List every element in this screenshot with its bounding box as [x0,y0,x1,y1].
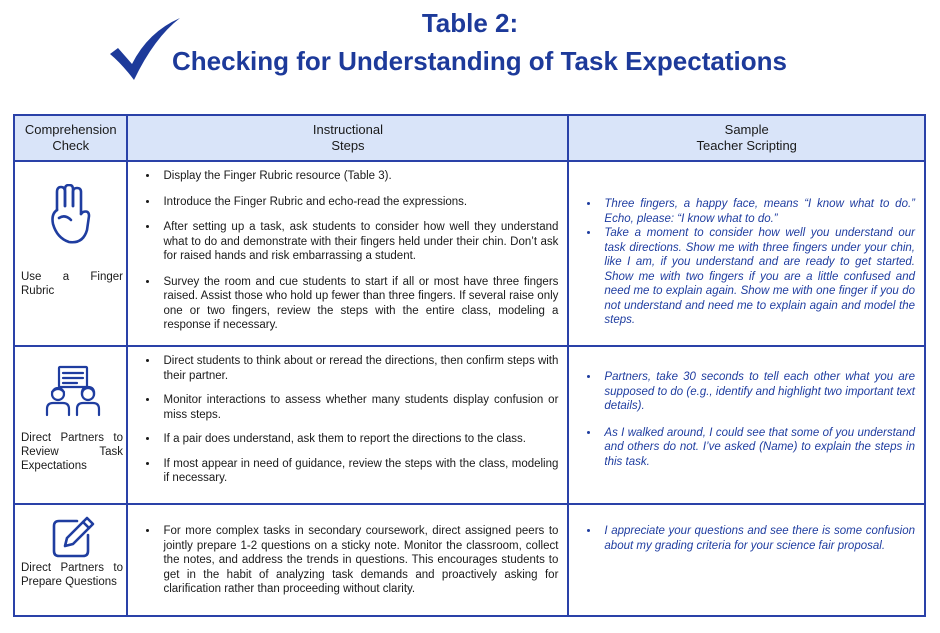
table-row [14,161,925,346]
list-item: • Monitor interactions to assess whether many students display confusion or miss steps. [159,393,558,422]
column-header [14,115,127,161]
script-list [570,348,923,469]
list-item: • Survey the room and cue students to start if all or most have three fingers raised. Assist those who hold up fewer than three fingers. If several raise only one or two fingers, review the steps with the entire class, modeling a response if necessary. [159,275,558,333]
steps-cell [127,346,568,504]
list-item: • Three fingers, a happy face, means “I know what to do.” Echo, please: “I know what to do.” [600,197,915,226]
list-item: • Introduce the Finger Rubric and echo-read the expressions. [159,195,558,210]
row-label: Use a Finger Rubric [21,271,123,297]
partners-reviewing-icon [45,365,101,417]
edit-pencil-icon [51,515,97,559]
steps-cell [127,504,568,616]
title-line-2: Checking for Understanding of Task Expectations [172,46,787,76]
list-item: • Take a moment to consider how well you understand our task directions. Show me with three fingers under your chin, like I am, if you understand and are ready to get started. Show me with two fingers if you are a little confused and need me to explain again. Show me with one finger if you do not understand and need me to explain again and model the steps. [600,226,915,328]
expectations-table [13,114,926,617]
list-item: • If a pair does understand, ask them to report the directions to the class. [159,432,558,447]
row-label-cell [14,161,127,346]
script-list [570,163,923,328]
steps-list [129,506,566,597]
column-header-text: Comprehension Check [24,122,117,153]
list-item: • If most appear in need of guidance, review the steps with the class, modeling if necessary. [159,457,558,486]
row-label: Direct Partners to Review Task Expectations [21,432,123,472]
script-cell [568,504,925,616]
table-row [14,504,925,616]
list-item: • Display the Finger Rubric resource (Table 3). [159,169,558,184]
list-item: • As I walked around, I could see that some of you understand and others do not. I’ve asked (Name) to explain the steps in this task. [600,426,915,470]
three-fingers-hand-icon [49,184,93,246]
steps-list [129,163,566,333]
column-header [127,115,568,161]
title-block [0,4,940,94]
title-line-1: Table 2: [421,8,519,38]
list-item: • After setting up a task, ask students to consider how well they understand what to do and demonstrate with their fingers held under their chin. Don’t ask for raised hands and risk embarrassing a student. [159,220,558,264]
table-header-row [14,115,925,161]
column-header-text: Instructional Steps [312,122,383,153]
script-list [570,506,923,553]
column-header-text: Sample Teacher Scripting [696,122,797,153]
steps-cell [127,161,568,346]
list-item: • I appreciate your questions and see there is some confusion about my grading criteria for your science fair proposal. [600,524,915,553]
table-row [14,346,925,504]
row-label: Direct Partners to Prepare Questions [21,562,123,588]
column-header [568,115,925,161]
list-item: • For more complex tasks in secondary coursework, direct assigned peers to jointly prepare 1-2 questions on a sticky note. Monitor the classroom, collect the notes, and address the trends in questions. This encourages students to get in the habit of analyzing task demands and proactively asking for clarification rather than proceeding without clarity. [159,524,558,597]
script-cell [568,346,925,504]
list-item: • Partners, take 30 seconds to tell each other what you are supposed to do (e.g., identify and highlight two important text details). [600,370,915,414]
script-cell [568,161,925,346]
steps-list [129,348,566,486]
row-label-cell [14,346,127,504]
list-item: • Direct students to think about or reread the directions, then confirm steps with their partner. [159,354,558,383]
row-label-cell [14,504,127,616]
